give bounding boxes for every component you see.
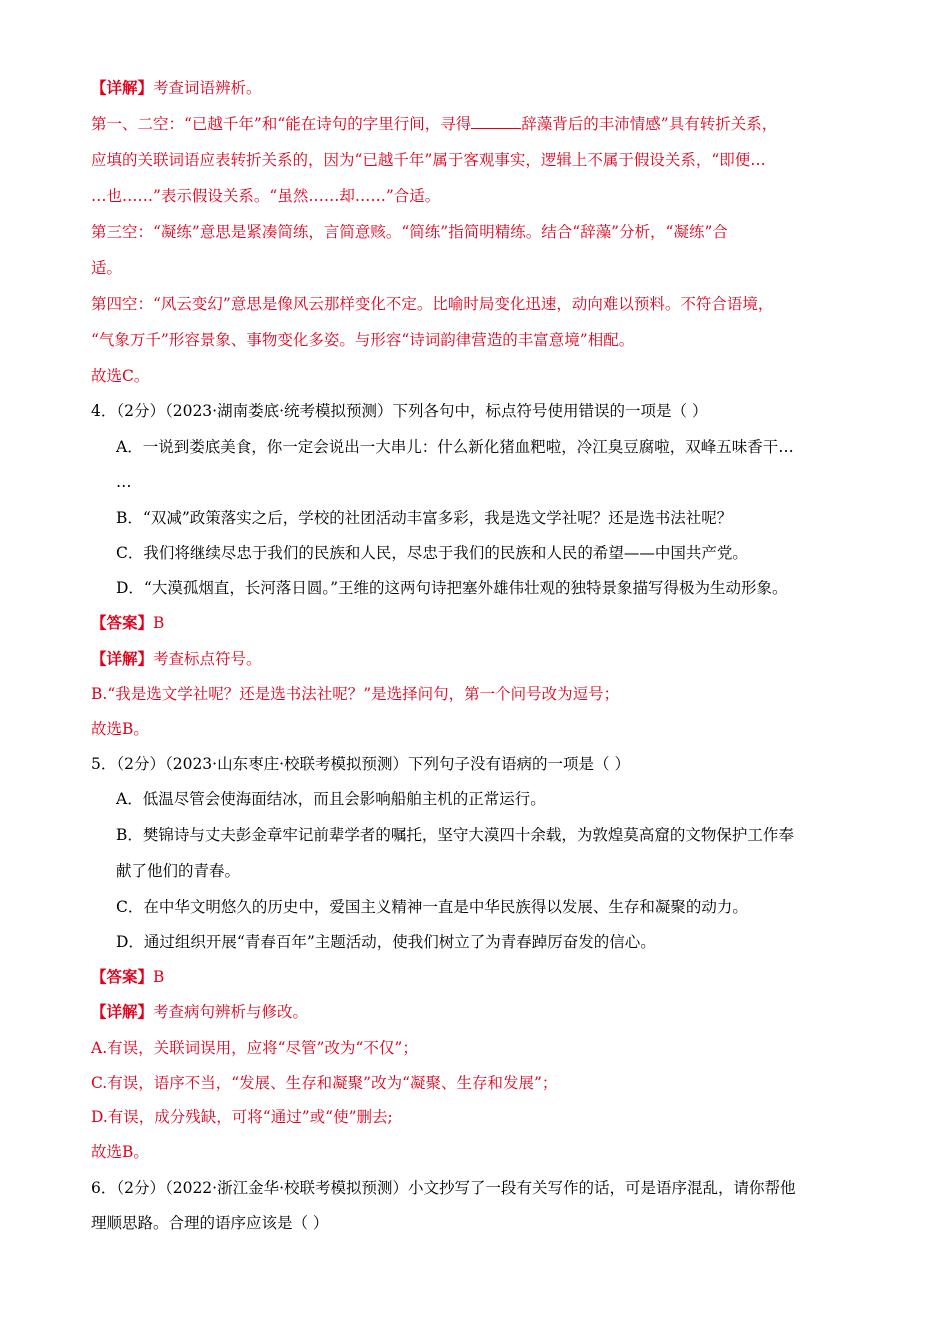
detail-text: 考查词语辨析。 xyxy=(153,79,262,97)
fill-blank xyxy=(471,114,521,129)
q4-detail-line xyxy=(91,649,262,669)
q3-detail-line xyxy=(91,78,262,98)
q4-option-a-line2: … xyxy=(116,473,132,491)
q6-stem-line1: 6．（2分）（2022·浙江金华·校联考模拟预测）小文抄写了一段有关写作的话，可是语序混乱，请你帮他 xyxy=(91,1179,796,1197)
q4-option-b: B．“双减”政策落实之后，学校的社团活动丰富多彩，我是选文学社呢？还是选书法社呢？ xyxy=(116,509,733,527)
q3-para2-line2: 适。 xyxy=(91,259,123,277)
detail-text: 考查标点符号。 xyxy=(153,650,262,668)
answer-value: B xyxy=(153,968,165,986)
answer-value: B xyxy=(153,614,165,632)
q5-stem: 5．（2分）（2023·山东枣庄·校联考模拟预测）下列句子没有语病的一项是（ ） xyxy=(91,755,630,773)
q4-option-c: C．我们将继续尽忠于我们的民族和人民，尽忠于我们的民族和人民的希望——中国共产党。 xyxy=(116,544,748,562)
q5-explain-a: A.有误，关联词误用，应将“尽管”改为“不仅”； xyxy=(91,1039,418,1057)
q5-explain-d: D.有误，成分残缺，可将“通过”或“使”删去; xyxy=(91,1108,393,1126)
detail-tag: 【详解】 xyxy=(91,1002,154,1021)
q5-option-c: C．在中华文明悠久的历史中，爱国主义精神一直是中华民族得以发展、生存和凝聚的动力。 xyxy=(116,898,748,916)
q5-option-d: D．通过组织开展“青春百年”主题活动，使我们树立了为青春踔厉奋发的信心。 xyxy=(116,933,656,951)
q3-para1-line1: 第一、二空：“已越千年”和“能在诗句的字里行间，寻得 辞藻背后的丰沛情感”具有转折关系， xyxy=(91,115,778,133)
detail-tag: 【详解】 xyxy=(91,78,154,97)
q6-stem-line2: 理顺思路。合理的语序应该是（ ） xyxy=(91,1214,329,1232)
q4-answer-line xyxy=(91,613,164,633)
q4-option-d: D．“大漠孤烟直，长河落日圆。”王维的这两句诗把塞外雄伟壮观的独特景象描写得极为生动形象。 xyxy=(116,579,788,597)
detail-text: 考查病句辨析与修改。 xyxy=(153,1003,309,1021)
q5-option-b-line2: 献了他们的青春。 xyxy=(116,862,241,880)
q5-answer-line xyxy=(91,967,164,987)
answer-tag: 【答案】 xyxy=(91,613,154,632)
q5-option-a: A．低温尽管会使海面结冰，而且会影响船舶主机的正常运行。 xyxy=(116,790,546,808)
q4-stem: 4．（2分）（2023·湖南娄底·统考模拟预测）下列各句中，标点符号使用错误的一项是（ ） xyxy=(91,402,708,420)
q5-explain-c: C.有误，语序不当，“发展、生存和凝聚”改为“凝聚、生存和发展”； xyxy=(91,1074,558,1092)
q3-para2-line1: 第三空：“凝练”意思是紧凑简练，言简意赅。“简练”指简明精练。结合“辞藻”分析，“凝练”合 xyxy=(91,223,728,241)
q4-explain: B.“我是选文学社呢？还是选书法社呢？”是选择问句，第一个问号改为逗号； xyxy=(91,685,620,703)
q3-conclusion: 故选C。 xyxy=(91,367,150,385)
q5-option-b-line1: B．樊锦诗与丈夫彭金章牢记前辈学者的嘱托，坚守大漠四十余载，为敦煌莫高窟的文物保护工作奉 xyxy=(116,826,794,844)
q5-conclusion: 故选B。 xyxy=(91,1143,149,1161)
q5-detail-line xyxy=(91,1002,308,1022)
q3-para3-line1: 第四空：“风云变幻”意思是像风云那样变化不定。比喻时局变化迅速，动向难以预料。不符合语境， xyxy=(91,295,774,313)
q3-para1-line2: 应填的关联词语应表转折关系的，因为“已越千年”属于客观事实，逻辑上不属于假设关系，“即便… xyxy=(91,151,766,169)
answer-tag: 【答案】 xyxy=(91,967,154,986)
q4-conclusion: 故选B。 xyxy=(91,720,149,738)
detail-tag: 【详解】 xyxy=(91,649,154,668)
q3-para1-line3: …也……”表示假设关系。“虽然……却……”合适。 xyxy=(91,187,441,205)
q3-para3-line2: “气象万千”形容景象、事物变化多姿。与形容“诗词韵律营造的丰富意境”相配。 xyxy=(91,331,635,349)
q4-option-a-line1: A．一说到娄底美食，你一定会说出一大串儿：什么新化猪血粑啦，冷江臭豆腐啦，双峰五味香干… xyxy=(116,438,794,456)
